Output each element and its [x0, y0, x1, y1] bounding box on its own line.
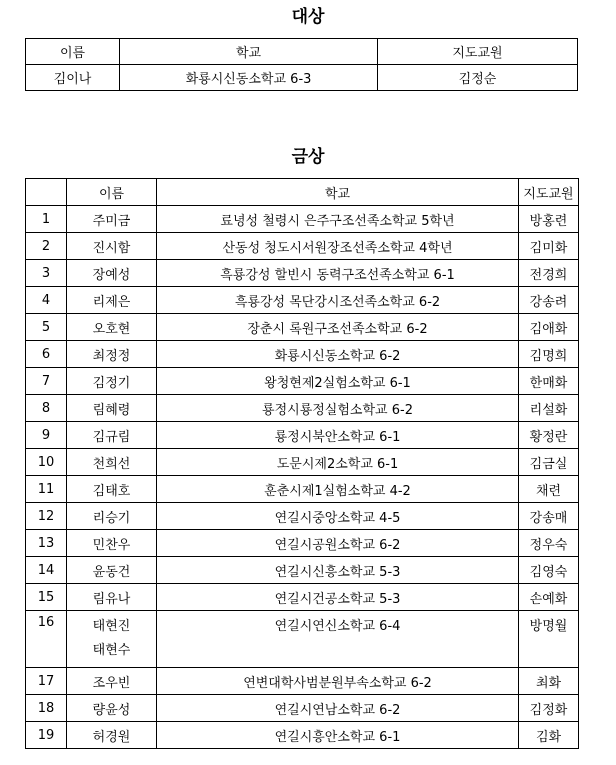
cell-no: 2 — [26, 233, 67, 260]
cell-no: 13 — [26, 530, 67, 557]
cell-no: 6 — [26, 341, 67, 368]
table-row — [26, 287, 579, 314]
cell-name-line: 태현진 — [92, 619, 131, 634]
table-row — [26, 449, 579, 476]
cell-name: 최정정 — [67, 341, 157, 368]
cell-name: 천희선 — [67, 449, 157, 476]
cell-teacher: 김애화 — [519, 314, 579, 341]
cell-no: 15 — [26, 584, 67, 611]
cell-teacher: 채련 — [519, 476, 579, 503]
cell-no: 11 — [26, 476, 67, 503]
table-row — [26, 503, 579, 530]
cell-no: 9 — [26, 422, 67, 449]
cell-name: 오호현 — [67, 314, 157, 341]
cell-school: 연길시공원소학교 6-2 — [157, 530, 519, 557]
cell-name: 진시함 — [67, 233, 157, 260]
cell-teacher: 황정란 — [519, 422, 579, 449]
cell-school: 훈춘시제1실험소학교 4-2 — [157, 476, 519, 503]
cell-school: 화룡시신동소학교 6-2 — [157, 341, 519, 368]
cell-teacher: 김정순 — [378, 65, 578, 91]
cell-no: 8 — [26, 395, 67, 422]
cell-teacher: 김영숙 — [519, 557, 579, 584]
cell-teacher: 김명희 — [519, 341, 579, 368]
cell-school: 연변대학사범분원부속소학교 6-2 — [157, 668, 519, 695]
cell-name: 김규림 — [67, 422, 157, 449]
table-row — [26, 368, 579, 395]
header-no — [26, 179, 67, 206]
cell-no: 12 — [26, 503, 67, 530]
cell-teacher: 전경희 — [519, 260, 579, 287]
cell-name: 김태호 — [67, 476, 157, 503]
cell-school: 연길시연신소학교 6-4 — [157, 611, 519, 668]
table-row — [26, 206, 579, 233]
cell-teacher: 강송려 — [519, 287, 579, 314]
cell-no: 1 — [26, 206, 67, 233]
grand-prize-table — [25, 38, 578, 91]
cell-school: 연길시중앙소학교 4-5 — [157, 503, 519, 530]
header-teacher: 지도교원 — [519, 179, 579, 206]
cell-no: 17 — [26, 668, 67, 695]
table-row — [26, 65, 578, 91]
cell-name: 림혜령 — [67, 395, 157, 422]
table-row — [26, 314, 579, 341]
gold-prize-table — [25, 178, 579, 749]
cell-school: 왕청현제2실험소학교 6-1 — [157, 368, 519, 395]
cell-teacher: 김화 — [519, 722, 579, 749]
cell-school: 연길시연남소학교 6-2 — [157, 695, 519, 722]
cell-no: 3 — [26, 260, 67, 287]
cell-name: 리제은 — [67, 287, 157, 314]
table-row — [26, 260, 579, 287]
cell-no: 7 — [26, 368, 67, 395]
cell-name: 리승기 — [67, 503, 157, 530]
cell-teacher: 손예화 — [519, 584, 579, 611]
table-row — [26, 341, 579, 368]
cell-school: 룡정시룡정실험소학교 6-2 — [157, 395, 519, 422]
cell-no: 19 — [26, 722, 67, 749]
cell-school: 화룡시신동소학교 6-3 — [120, 65, 378, 91]
cell-teacher: 방홍련 — [519, 206, 579, 233]
cell-name: 조우빈 — [67, 668, 157, 695]
table-row — [26, 557, 579, 584]
header-school: 학교 — [157, 179, 519, 206]
cell-teacher: 김금실 — [519, 449, 579, 476]
cell-name: 허경원 — [67, 722, 157, 749]
table-row — [26, 584, 579, 611]
cell-school: 연길시흥안소학교 6-1 — [157, 722, 519, 749]
table-row — [26, 530, 579, 557]
cell-teacher: 정우숙 — [519, 530, 579, 557]
gold-prize-title: 금상 — [291, 147, 325, 167]
cell-teacher: 리설화 — [519, 395, 579, 422]
cell-school: 룡정시북안소학교 6-1 — [157, 422, 519, 449]
cell-teacher: 김미화 — [519, 233, 579, 260]
cell-school: 도문시제2소학교 6-1 — [157, 449, 519, 476]
cell-no: 16 — [26, 611, 67, 668]
table-row — [26, 668, 579, 695]
table-header-row — [26, 39, 578, 65]
grand-prize-title: 대상 — [291, 7, 325, 27]
header-name: 이름 — [67, 179, 157, 206]
cell-name: 민찬우 — [67, 530, 157, 557]
cell-no: 4 — [26, 287, 67, 314]
cell-school: 연길시신흥소학교 5-3 — [157, 557, 519, 584]
cell-name: 주미금 — [67, 206, 157, 233]
cell-school: 흑룡강성 할빈시 동력구조선족소학교 6-1 — [157, 260, 519, 287]
cell-school: 흑룡강성 목단강시조선족소학교 6-2 — [157, 287, 519, 314]
table-row — [26, 422, 579, 449]
table-row — [26, 476, 579, 503]
cell-no: 14 — [26, 557, 67, 584]
table-row — [26, 611, 579, 668]
cell-teacher: 김정화 — [519, 695, 579, 722]
table-row — [26, 395, 579, 422]
cell-name: 장예성 — [67, 260, 157, 287]
header-name: 이름 — [26, 39, 120, 65]
cell-no: 10 — [26, 449, 67, 476]
table-header-row — [26, 179, 579, 206]
cell-school: 산동성 청도시서원장조선족소학교 4학년 — [157, 233, 519, 260]
cell-teacher: 최화 — [519, 668, 579, 695]
header-teacher: 지도교원 — [378, 39, 578, 65]
table-row — [26, 233, 579, 260]
cell-name — [67, 611, 157, 668]
header-school: 학교 — [120, 39, 378, 65]
cell-name: 림유나 — [67, 584, 157, 611]
cell-teacher: 강송매 — [519, 503, 579, 530]
table-row — [26, 722, 579, 749]
cell-no: 18 — [26, 695, 67, 722]
cell-name: 김정기 — [67, 368, 157, 395]
cell-no: 5 — [26, 314, 67, 341]
cell-teacher: 방명월 — [519, 611, 579, 668]
cell-school: 료녕성 철령시 은주구조선족소학교 5학년 — [157, 206, 519, 233]
table-row — [26, 695, 579, 722]
cell-name: 량윤성 — [67, 695, 157, 722]
cell-name: 김이나 — [26, 65, 120, 91]
cell-name: 윤동건 — [67, 557, 157, 584]
cell-school: 장춘시 록원구조선족소학교 6-2 — [157, 314, 519, 341]
cell-school: 연길시건공소학교 5-3 — [157, 584, 519, 611]
cell-name-line: 태현수 — [92, 643, 131, 658]
cell-teacher: 한매화 — [519, 368, 579, 395]
